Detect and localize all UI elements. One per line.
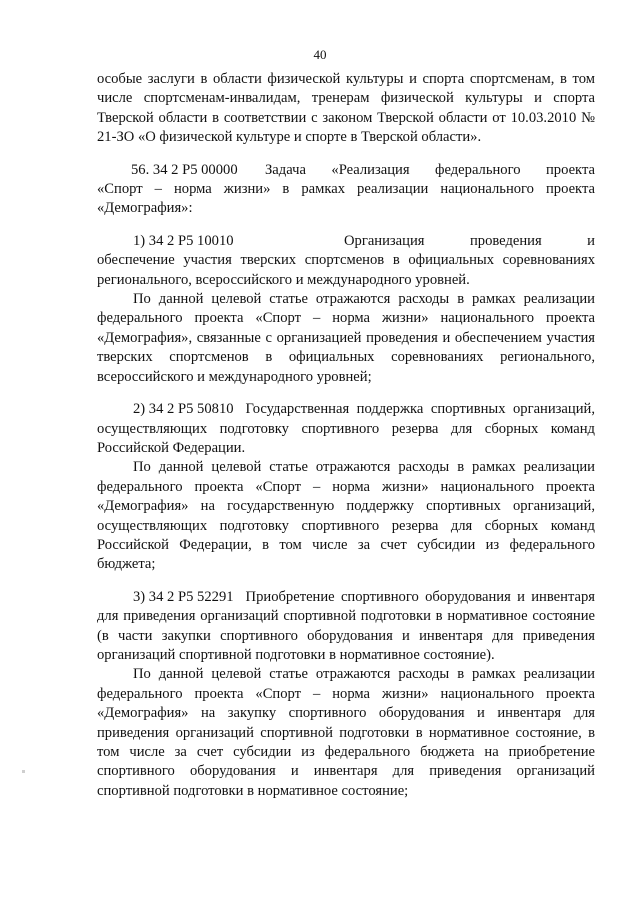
article-item-2 bbox=[97, 400, 595, 575]
article-code: 2) 34 2 Р5 50810 bbox=[133, 401, 234, 418]
intro-paragraph: особые заслуги в области физической культуры и спорта спортсменам, в том числе спортсменам-инвалидам, тренерам физической культуры и спорта Тверской области в соответствии с законом Тверской области от 10.03.2010 № 21-ЗО «О физической культуре и спорте в Тверской области». bbox=[97, 71, 595, 146]
task-title-rest: «Спорт – норма жизни» в рамках реализации национального проекта «Демография»: bbox=[97, 181, 595, 217]
task-code: 56. 34 2 Р5 00000 bbox=[131, 161, 238, 178]
task-heading bbox=[97, 161, 595, 219]
article-description: По данной целевой статье отражаются расходы в рамках реализации федерального проекта «Спорт – норма жизни» национального проекта «Демография» на государственную поддержку спортивных организаций, осуществляющих подготовку спортивного резерва для сборных команд Российской Федерации, в том числе за счет субсидии из федерального бюджета; bbox=[97, 459, 595, 573]
task-title-first-line: Задача «Реализация федерального проекта bbox=[265, 161, 595, 178]
article-item-2-heading bbox=[97, 400, 595, 419]
article-code: 1) 34 2 Р5 10010 bbox=[133, 232, 234, 249]
task-heading-first-line bbox=[97, 161, 595, 180]
article-description: По данной целевой статье отражаются расходы в рамках реализации федерального проекта «Спорт – норма жизни» национального проекта «Демография» на закупку спортивного оборудования и инвентаря для приведения организаций спортивной подготовки в нормативное состояние, в том числе за счет субсидии из федерального бюджета на приобретение спортивного оборудования и инвентаря для приведения организаций спортивной подготовки в нормативное состояние; bbox=[97, 666, 595, 799]
article-title-first-line: Приобретение спортивного оборудования и инвентаря bbox=[245, 588, 595, 605]
article-description: По данной целевой статье отражаются расходы в рамках реализации федерального проекта «Спорт – норма жизни» национального проекта «Демография», связанные с организацией проведения и обеспечением участия тверских спортсменов в официальных соревнованиях регионального, всероссийского и международного уровней; bbox=[97, 291, 595, 385]
article-title-first-line: Государственная поддержка спортивных организаций, bbox=[245, 401, 595, 418]
article-code: 3) 34 2 Р5 52291 bbox=[133, 588, 234, 605]
article-title-rest: обеспечение участия тверских спортсменов в официальных соревнованиях регионального, всероссийского и международного уровней. bbox=[97, 252, 595, 288]
article-item-1-heading bbox=[97, 232, 595, 251]
page-number: 40 bbox=[313, 47, 327, 62]
document-body bbox=[97, 70, 595, 801]
article-item-3-heading bbox=[97, 588, 595, 607]
scan-artifact-mark bbox=[22, 770, 25, 773]
article-item-3 bbox=[97, 588, 595, 801]
article-title-first-line: Организация проведения и bbox=[344, 232, 595, 249]
article-title-rest: для приведения организаций спортивной подготовки в нормативное состояние (в части закупки спортивного оборудования и инвентаря для приведения организаций спортивной подготовки в нормативное состояние). bbox=[97, 608, 595, 663]
article-title-rest: осуществляющих подготовку спортивного резерва для сборных команд Российской Федерации. bbox=[97, 420, 595, 456]
article-item-1 bbox=[97, 232, 595, 387]
